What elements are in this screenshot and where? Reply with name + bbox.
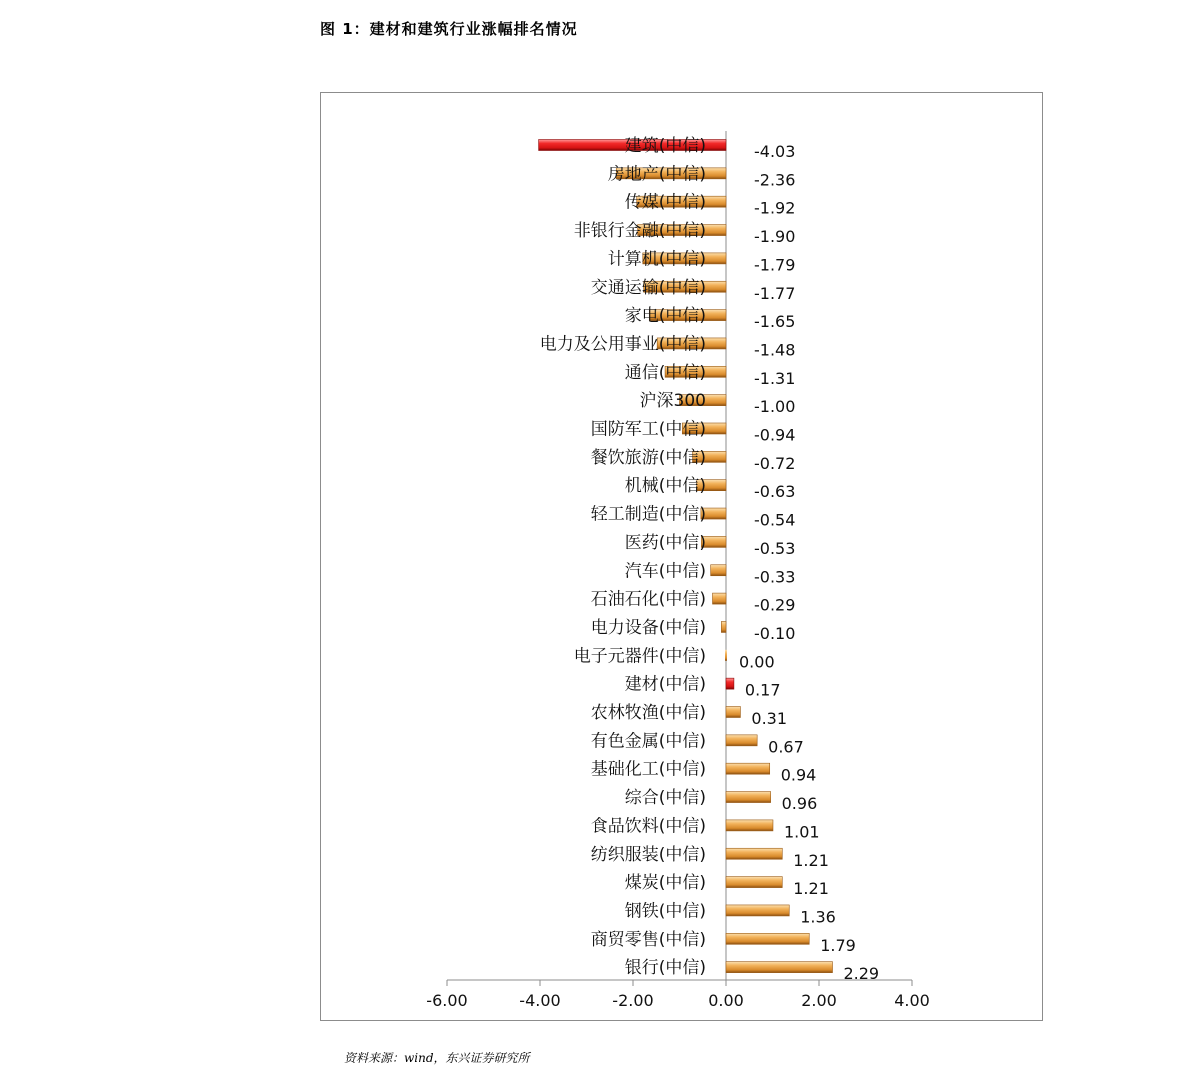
bar [726,763,770,774]
value-label: -1.79 [754,255,796,275]
value-label: -0.72 [754,453,796,473]
bar [726,905,789,916]
bar [711,565,726,576]
category-label: 煤炭(中信) [624,873,706,894]
value-label: -1.77 [754,283,796,303]
category-label: 食品饮料(中信) [590,816,706,837]
category-label: 有色金属(中信) [590,731,706,752]
value-label: -1.48 [754,340,796,360]
x-tick-label: -6.00 [426,991,468,1010]
bar [726,962,832,973]
category-label: 通信(中信) [624,362,706,383]
chart-frame [320,92,1043,1021]
bar-chart [321,93,1042,1020]
bar [713,593,726,604]
category-label: 钢铁(中信) [624,901,706,922]
category-label: 计算机(中信) [607,249,706,270]
category-label: 机械(中信) [624,476,706,497]
category-label: 银行(中信) [624,958,706,979]
bar-highlight [726,678,734,689]
value-label: -1.90 [754,227,796,247]
bar [726,792,771,803]
source-note: 资料来源：wind，东兴证券研究所 [344,1051,530,1065]
value-label: -0.94 [754,425,796,445]
category-label: 综合(中信) [624,788,706,809]
category-label: 传媒(中信) [624,192,706,213]
category-label: 沪深300 [639,391,706,412]
value-label: 2.29 [843,964,880,984]
value-label: -0.29 [754,595,796,615]
x-tick-label: 4.00 [894,991,930,1010]
value-label: -4.03 [754,142,796,161]
x-tick-label: 0.00 [708,991,744,1010]
x-tick-label: -4.00 [519,991,561,1010]
value-label: -0.54 [754,510,796,530]
category-label: 国防军工(中信) [590,419,706,440]
value-label: -2.36 [754,170,796,190]
category-label: 基础化工(中信) [590,759,706,780]
value-label: 1.79 [820,935,856,955]
category-label: 轻工制造(中信) [590,504,706,525]
category-label: 建筑(中信) [624,136,706,156]
bar [726,820,773,831]
value-label: -1.92 [754,198,796,218]
value-label: -0.33 [754,567,796,587]
value-label: -0.53 [754,538,796,558]
bar [726,735,757,746]
category-label: 建材(中信) [624,674,706,695]
category-label: 电子元器件(中信) [573,646,706,667]
value-label: 1.21 [793,879,829,899]
value-label: 0.94 [780,765,817,785]
category-label: 非银行金融(中信) [573,221,706,242]
bar [725,650,727,661]
category-label: 电力设备(中信) [590,617,706,638]
category-label: 电力及公用事业(中信) [539,334,706,355]
value-label: 0.96 [781,794,818,814]
x-tick-label: 2.00 [801,991,837,1010]
category-label: 医药(中信) [624,532,706,553]
category-label: 汽车(中信) [624,561,706,582]
category-label: 家电(中信) [624,306,706,327]
x-tick-label: -2.00 [612,991,654,1010]
value-label: -1.65 [754,312,796,332]
category-label: 商贸零售(中信) [590,929,706,950]
value-label: -0.10 [754,623,796,643]
category-label: 纺织服装(中信) [590,844,706,865]
value-label: 0.67 [768,737,804,757]
value-label: 0.00 [739,652,775,672]
bar [726,877,782,888]
category-label: 石油石化(中信) [590,589,706,610]
value-label: -1.00 [754,397,796,417]
value-label: -0.63 [754,482,796,502]
value-label: 1.21 [793,850,829,870]
value-label: 1.36 [800,907,836,927]
category-label: 交通运输(中信) [590,277,706,298]
value-label: 0.17 [744,680,781,700]
category-label: 农林牧渔(中信) [590,703,706,723]
bar [726,707,740,718]
bar [721,621,726,632]
category-label: 房地产(中信) [607,164,706,185]
bar [726,933,809,944]
value-label: 0.31 [751,709,788,728]
category-label: 餐饮旅游(中信) [590,447,706,468]
value-label: -1.31 [754,368,796,388]
value-label: 1.01 [783,822,820,842]
figure-title: 图 1：建材和建筑行业涨幅排名情况 [320,20,578,38]
bar [726,848,782,859]
